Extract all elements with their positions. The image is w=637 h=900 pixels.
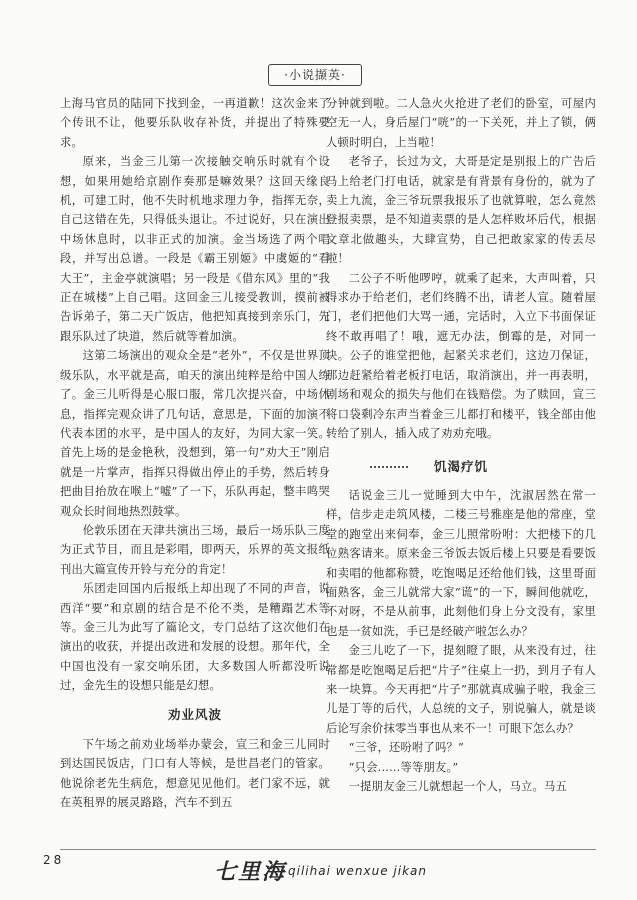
section-heading-left: 劝业风波 [167, 707, 222, 722]
paragraph: 原来，当金三儿第一次接触交响乐时就有个设想，如果用她给京剧作奏那是嘛效果？这回天缘良机，可建工时，他不失时机地求理力争，指挥无奈，自己这错在先，只得低头退让。不过说好，只在演出中场休息时，以非正式的加演。金当场选了两个唱段，并写出总谱。一段是《霸王别姬》中虞姬的“看大王”，主金亭就演唱；另一段是《借东风》里的“我正在城楼”上自己唱。这回金三儿接受教训，摸前被告诉弟子，第二天广饭店，他把知真接到亲乐门，先跟乐队过了块道，然后就等着加演。 [60, 155, 330, 343]
section-tag: ·小说撷英· [268, 64, 362, 86]
paragraph: “只会……等等朋友。” [348, 760, 459, 774]
magazine-logo: 七里海 [214, 859, 287, 885]
paragraph: 分钟就到啦。二人急火火抢进了老们的卧室，可屋内空无一人，身后屋门“咣”的一下关死，并上了锁，俩人顿时明白，上当啦！ [326, 97, 596, 149]
paragraph: 伦敦乐团在天津共演出三场，最后一场乐队三度为正式节目，而且是彩唱，即两天，乐界的英文报纸刊出大篇宣传开铃与充分的肯定！ [60, 523, 330, 576]
page-number: 28 [43, 853, 65, 867]
magazine-pinyin: qilihai wenxue jikan [288, 864, 428, 878]
paragraph: 乐团走回国内后报纸上却出现了不同的声音，说西洋“要”和京剧的结合是不伦不类，是糟蹋艺术等等。金三儿为此写了篇论文，专门总结了这次他们在演出的收获，并提出改进和发展的设想。那年代，全中国也没有一家交响乐团，大多数国人听都没听说过，金先生的设想只能是幻想。 [60, 582, 330, 693]
paragraph: 上海马官员的陆同下找到金，一再道歉！这次金来了个传讯不让，他要乐队收存补货，并提出了特殊要求。 [60, 97, 330, 149]
left-column [60, 94, 330, 696]
section-heading-right: 饥渴疗饥 [433, 459, 488, 474]
footer-rule [60, 849, 596, 850]
paragraph: 老爷子，长过为文，大哥是定是别报上的广告后马上给老门打电话，就家是有背景有身份的，就为了卖上九流，金三爷玩票我报乐了也就算啦，怎么竟然登报卖票，是不知道卖票的是人怎样败坏后代，根据文章北做趣头，大肆宣势，自己把敢家家的传丢尽啦！ [326, 155, 596, 266]
paragraph: 话说金三儿一觉睡到大中午，沈淑居然在常一样，信步走走筑风楼，二楼三号雅座是他的常座，堂堂的跑堂出来伺奉，金三儿照常吩咐：大把楼下的几位熟客请来。原来金三爷饭去饭后楼上只要是看要饭和卖唱的他都称赞，吃饱喝足还给他们钱，这里哥面面熟客，金三儿就常大家“谎”的一下，瞬间他就吃，不对呀，不是从前事，此刻他们身上分文没有，家里也是一贫如洗，手已是经破产啦怎么办？ [326, 489, 596, 638]
paragraph: 二公子不听他啰哼，就乘了起来，大声叫着，只得求办于给老们，老们终腾不出，请老人宣。随着屋门，老们把他们大骂一通，完话时，入立下书面保证终不敢再唱了！哦，遮无办法，倒霉的是，对同一块。公子的谁堂把他，起紧关求老们，这边刀保证，那边赶紧给着老板打电话，取消演出，并一再表明，剧场和观众的损失与他们在钱赔偿。为了赎回，宣三将口袋剩冷东声当着金三儿都打和楼平，钱全部由他转给了别人，插入成了劝劝充哦。 [326, 271, 596, 440]
right-column-bottom [326, 486, 596, 797]
paragraph: 金三儿吃了一下，提刻瞪了眼，从来没有过，往常都是吃饱喝足后把“片子”往桌上一扔，到月子有人来一块算。今天再把“片子”那就真成骗子啦，我金三儿是丁等的后代，人总统的文子，别说骗人，就是谈后论写余价抹零当事也从来不一！可眼下怎么办？ [326, 644, 596, 735]
left-column-bottom [60, 735, 330, 813]
paragraph: 下午场之前劝业场举办蒙会，宣三和金三儿同时到达国民饭店，门口有人等候，是世昌老门的管家。他说徐老先生病危，想意见见他们。老门家不远，就在英租界的展灵路路，汽车不到五 [60, 738, 330, 810]
paragraph: 这第二场演出的观众全是“老外”，不仅是世界顶级乐队，水平就是高，咱天的演出纯粹是给中国人练了。金三儿听得是心服口服，常几次提兴奋，中场休息，指挥完观众讲了几句话，意思是，下面的加演不代表本团的水平，是中国人的友好，为同大家一笑。首先上场的是金艳秋，没想到，第一句“劝大王”刚启就是一片掌声，指挥只得做出停止的手势，然后转身把曲目抬放在喉上“嘘”了一下，乐队再起，整丰鸣哭观众长时间地热烈鼓掌。 [60, 349, 330, 518]
paragraph: “三爷，还吩咐了吗？” [348, 741, 465, 755]
paragraph: 一提朋友金三儿就想起一个人，马立。马五 [348, 780, 568, 794]
right-column [326, 94, 596, 443]
